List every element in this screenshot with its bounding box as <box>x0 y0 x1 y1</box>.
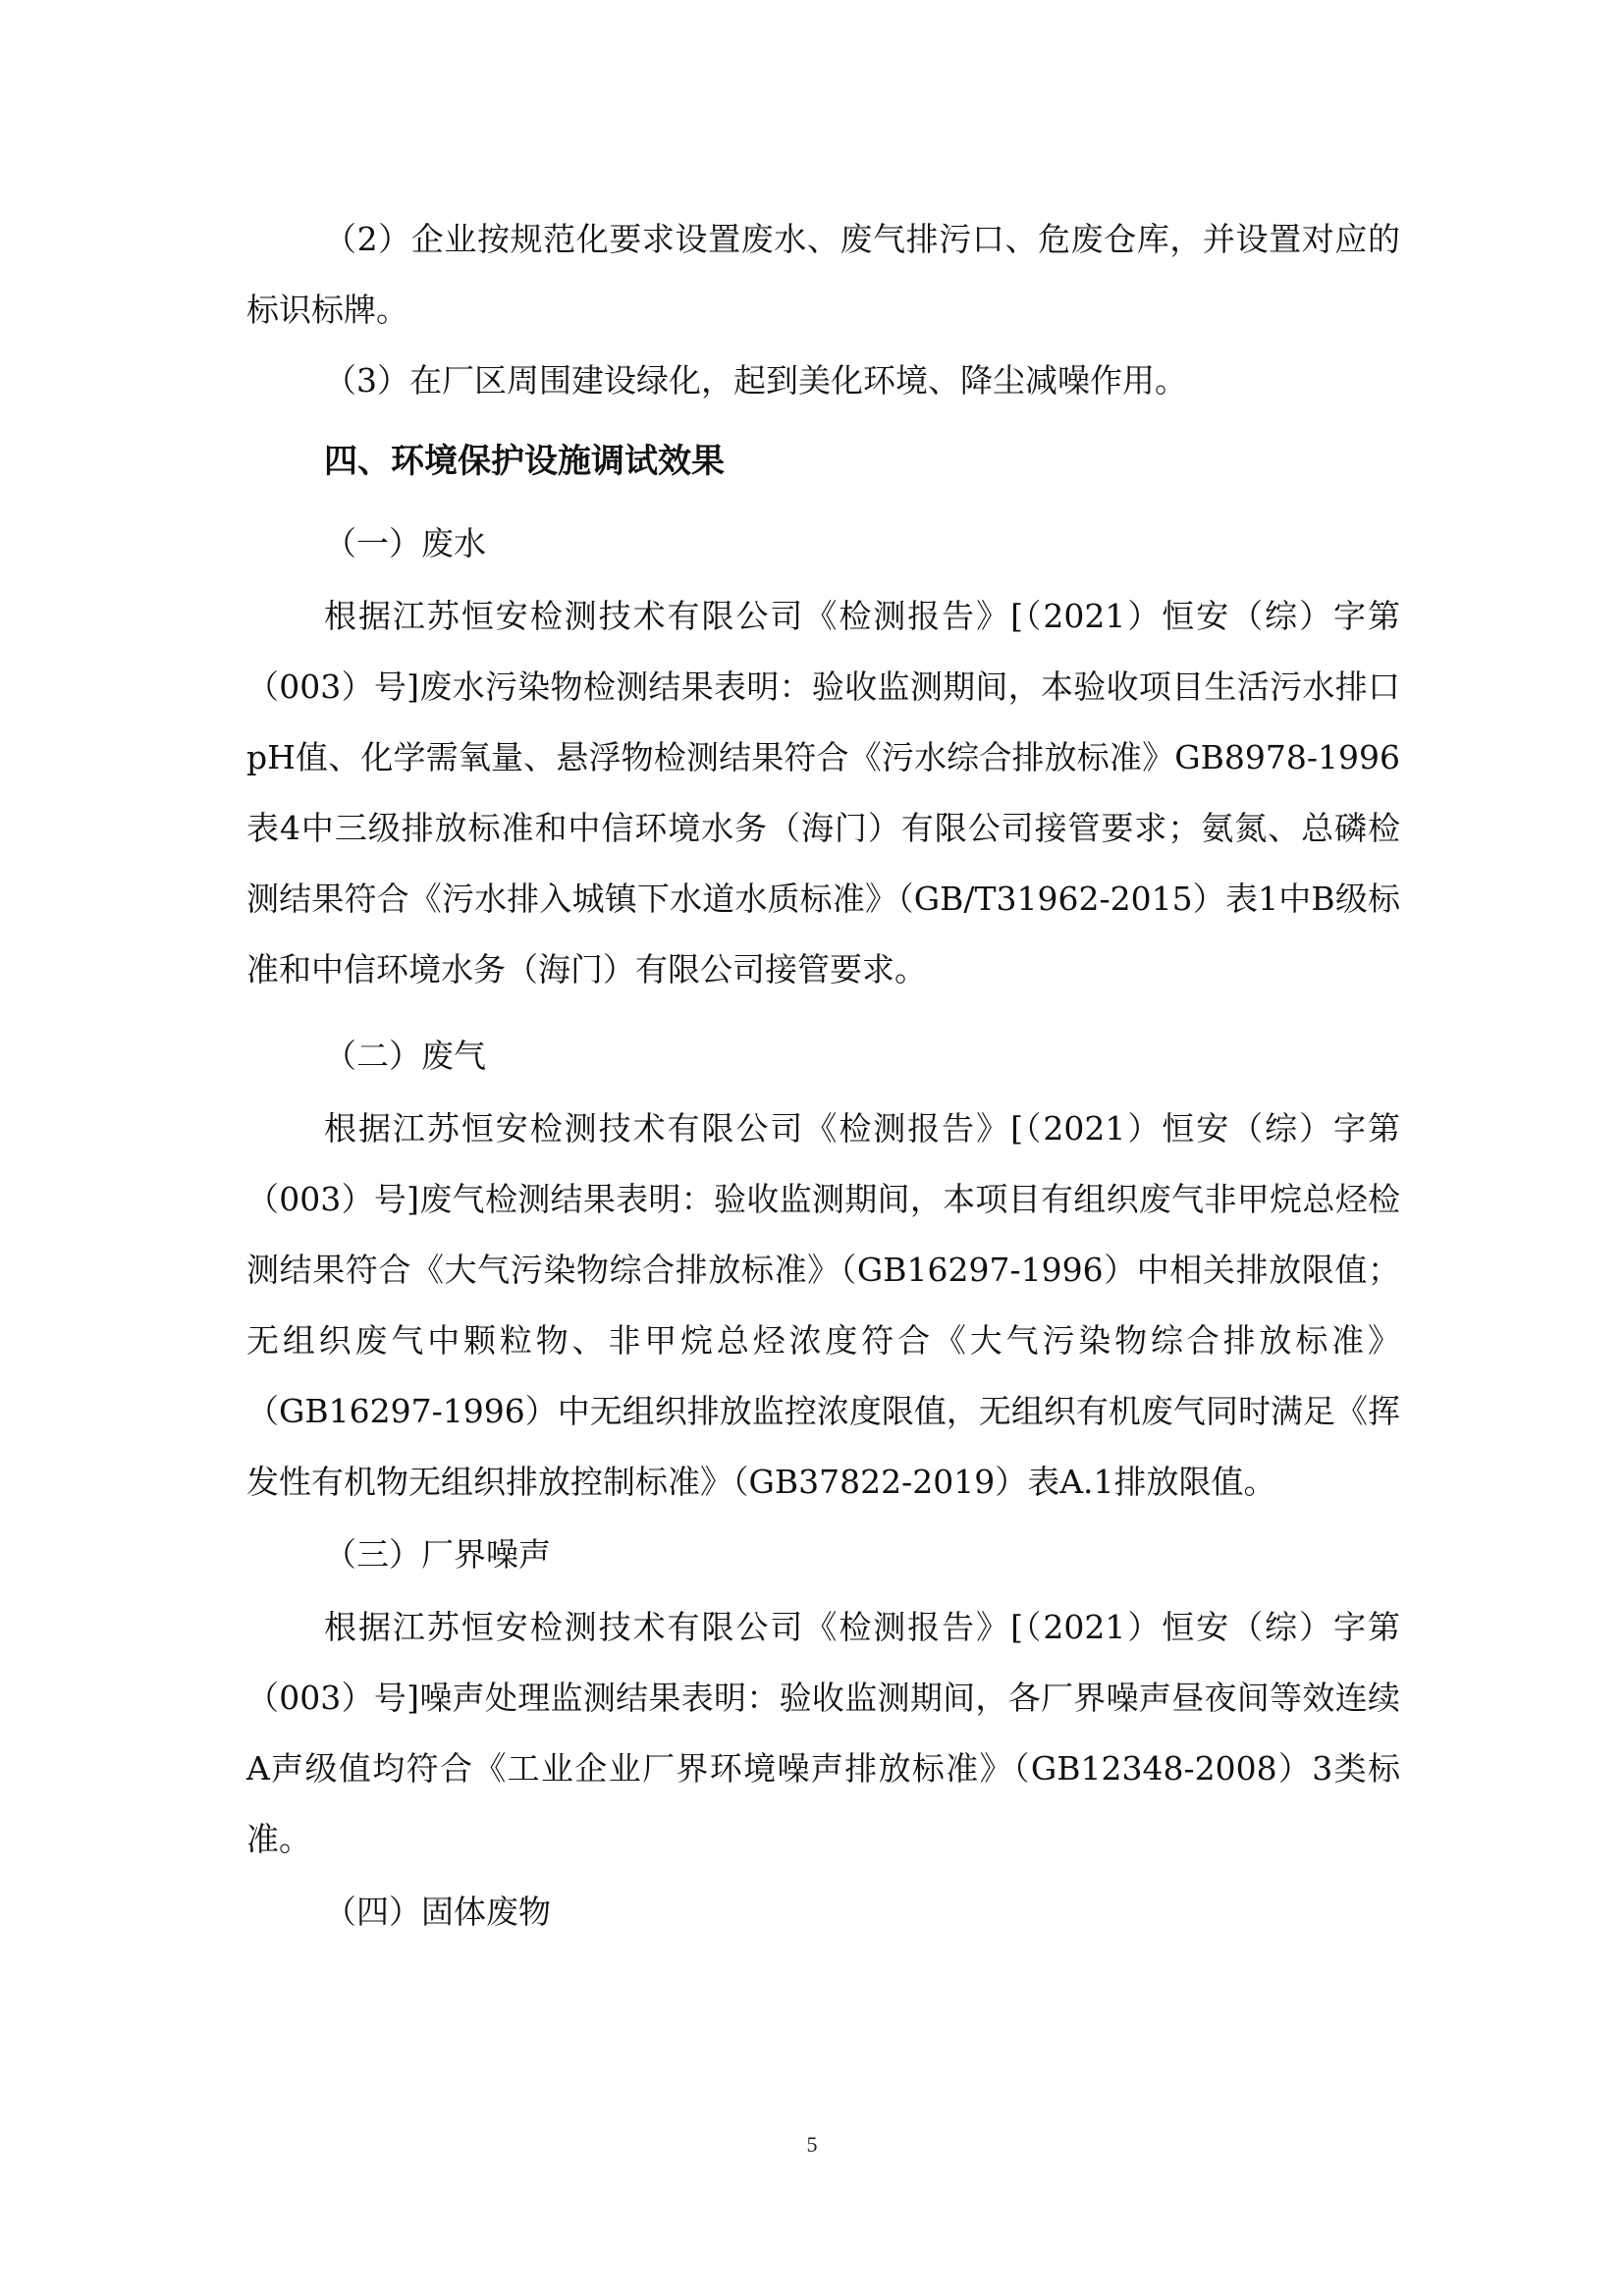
paragraph-noise: 根据江苏恒安检测技术有限公司《检测报告》[（2021）恒安（综）字第（003）号]噪声处理监测结果表明：验收监测期间，各厂界噪声昼夜间等效连续A声级值均符合《工业企业厂界环境噪声排放标准》（GB12348-2008）3类标准。 <box>246 1608 1400 1858</box>
page-body <box>246 204 1400 1949</box>
page-number: 5 <box>806 2132 818 2157</box>
subheading-wastewater: （一）废水 <box>324 524 486 562</box>
paragraph-measure-2: （2）企业按规范化要求设置废水、废气排污口、危废仓库，并设置对应的标识标牌。 <box>246 220 1400 329</box>
paragraph-wastewater: 根据江苏恒安检测技术有限公司《检测报告》[（2021）恒安（综）字第（003）号]废水污染物检测结果表明：验收监测期间，本验收项目生活污水排口pH值、化学需氧量、悬浮物检测结果符合《污水综合排放标准》GB8978-1996表4中三级排放标准和中信环境水务（海门）有限公司接管要求；氨氮、总磷检测结果符合《污水排入城镇下水道水质标准》（GB/T31962-2015）表1中B级标准和中信环境水务（海门）有限公司接管要求。 <box>246 597 1400 988</box>
spacer <box>246 1005 1400 1019</box>
section-heading: 四、环境保护设施调试效果 <box>324 442 725 481</box>
paragraph-waste-gas: 根据江苏恒安检测技术有限公司《检测报告》[（2021）恒安（综）字第（003）号]废气检测结果表明：验收监测期间，本项目有组织废气非甲烷总烃检测结果符合《大气污染物综合排放标准》（GB16297-1996）中相关排放限值；无组织废气中颗粒物、非甲烷总烃浓度符合《大气污染物综合排放标准》（GB16297-1996）中无组织排放监控浓度限值，无组织有机废气同时满足《挥发性有机物无组织排放控制标准》（GB37822-2019）表A.1排放限值。 <box>246 1109 1400 1501</box>
subheading-noise: （三）厂界噪声 <box>324 1535 551 1574</box>
subheading-solid-waste: （四）固体废物 <box>324 1893 551 1931</box>
paragraph-measure-3: （3）在厂区周围建设绿化，起到美化环境、降尘减噪作用。 <box>324 361 1187 400</box>
subheading-waste-gas: （二）废气 <box>324 1037 486 1075</box>
